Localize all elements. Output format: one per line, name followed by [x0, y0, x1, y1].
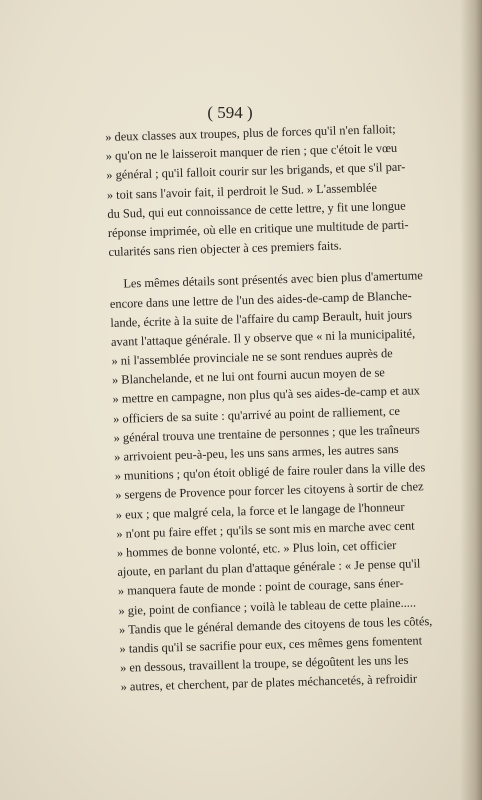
text-line: » munitions ; qu'on étoit obligé de faire rouler dans la ville des [114, 460, 426, 484]
paragraph-1 [105, 118, 471, 262]
text-line: ajoute, en parlant du plan d'attaque générale : « Je pense qu'il [117, 556, 421, 579]
page-number: ( 594 ) [207, 103, 253, 122]
text-line: encore dans une lettre de l'un des aides-de-camp de Blanche- [109, 288, 412, 311]
text-line: lande, écrite à la suite de l'affaire du camp Berault, huit jours [110, 307, 413, 330]
text-line: » tandis qu'il se sacrifie pour eux, ces mêmes gens fomentent [119, 633, 423, 656]
text-line: » eux ; que malgré cela, la force et le langage de l'honneur [115, 499, 405, 522]
text-line: » hommes de bonne volonté, etc. » Plus loin, cet officier [116, 537, 397, 560]
text-line: » gie, point de confiance ; voilà le tableau de cette plaine..... [118, 595, 417, 618]
text-line: » général trouva une trentaine de personnes ; que les traîneurs [113, 422, 420, 445]
text-line: cularités sans rien objecter à ces premiers faits. [108, 238, 342, 260]
paragraph-2 [109, 265, 482, 697]
text-line: avant l'attaque générale. Il y observe que « ni la municipalité, [110, 326, 416, 349]
text-line: » Tandis que le général demande des citoyens de tous les côtés, [118, 613, 433, 637]
body-text [105, 118, 482, 697]
text-line: » deux classes aux troupes, plus de forces qu'il n'en falloit; [105, 121, 396, 144]
text-line: » en dessous, travaillent la troupe, se dégoûtent les uns les [119, 652, 409, 675]
text-line: » qu'on ne le laisseroit manquer de rien ; que c'étoit le vœu [105, 141, 398, 164]
text-line: » mettre en campagne, non plus qu'à ses aides-de-camp et aux [112, 383, 421, 407]
text-line: » manquera faute de monde : point de courage, sans éner- [117, 576, 404, 599]
text-line: » toit sans l'avoir fait, il perdroit le Sud. » L'assemblée [106, 179, 378, 202]
text-line: » Blanchelande, et ne lui ont fourni aucun moyen de se [111, 365, 385, 388]
text-line: » officiers de sa suite : qu'arrivé au point de ralliement, ce [112, 403, 401, 426]
text-line: réponse imprimée, où elle en critique une multitude de parti- [107, 217, 409, 240]
text-line: » arrivoient peu-à-peu, les uns sans armes, les autres sans [113, 441, 399, 464]
text-line: » ni l'assemblée provinciale ne se sont rendues auprès de [111, 346, 393, 368]
text-line: » autres, et cherchent, par de plates méchancetés, à refroidir [120, 671, 418, 695]
text-line: du Sud, qui eut connoissance de cette lettre, y fit une longue [107, 198, 406, 221]
text-line: » sergens de Provence pour forcer les citoyens à sortir de chez [115, 479, 424, 503]
text-line: Les mêmes détails sont présentés avec bien plus d'amertume [123, 268, 423, 291]
text-line: » n'ont pu faire effet ; qu'ils se sont mis en marche avec cent [116, 518, 415, 541]
text-line: » général ; qu'il falloit courir sur les brigands, et que s'il par- [106, 160, 406, 183]
